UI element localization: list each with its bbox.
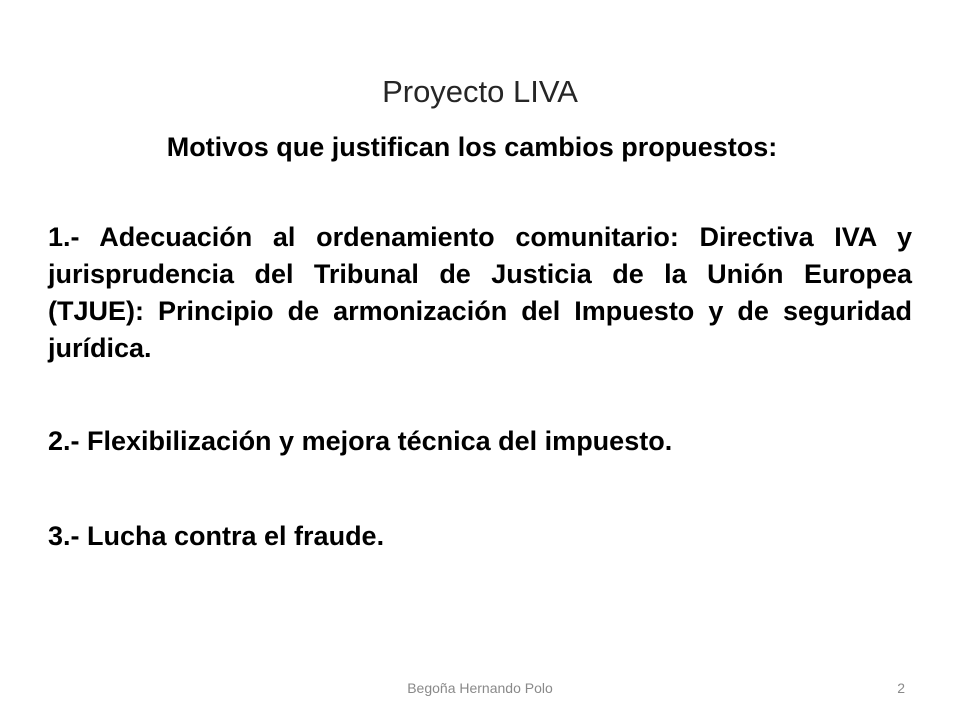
point-2 [48, 423, 912, 460]
point-1-line-3: (TJUE): Principio de armonización del Impuesto y de seguridad [48, 296, 912, 326]
point-1 [48, 219, 912, 367]
slide-title: Proyecto LIVA [382, 74, 578, 109]
point-1-line-1: 1.- Adecuación al ordenamiento comunitario: Directiva IVA y [48, 222, 912, 252]
point-3-line-1: 3.- Lucha contra el fraude. [48, 521, 385, 551]
point-1-line-4: jurídica. [48, 333, 152, 363]
slide-subtitle: Motivos que justifican los cambios propuestos: [166, 132, 778, 162]
point-2-line-1: 2.- Flexibilización y mejora técnica del impuesto. [48, 426, 673, 456]
slide-number: 2 [897, 680, 905, 696]
footer-author: Begoña Hernando Polo [407, 680, 553, 696]
point-3 [48, 518, 912, 555]
point-1-line-2: jurisprudencia del Tribunal de Justicia de la Unión Europea [48, 259, 912, 289]
